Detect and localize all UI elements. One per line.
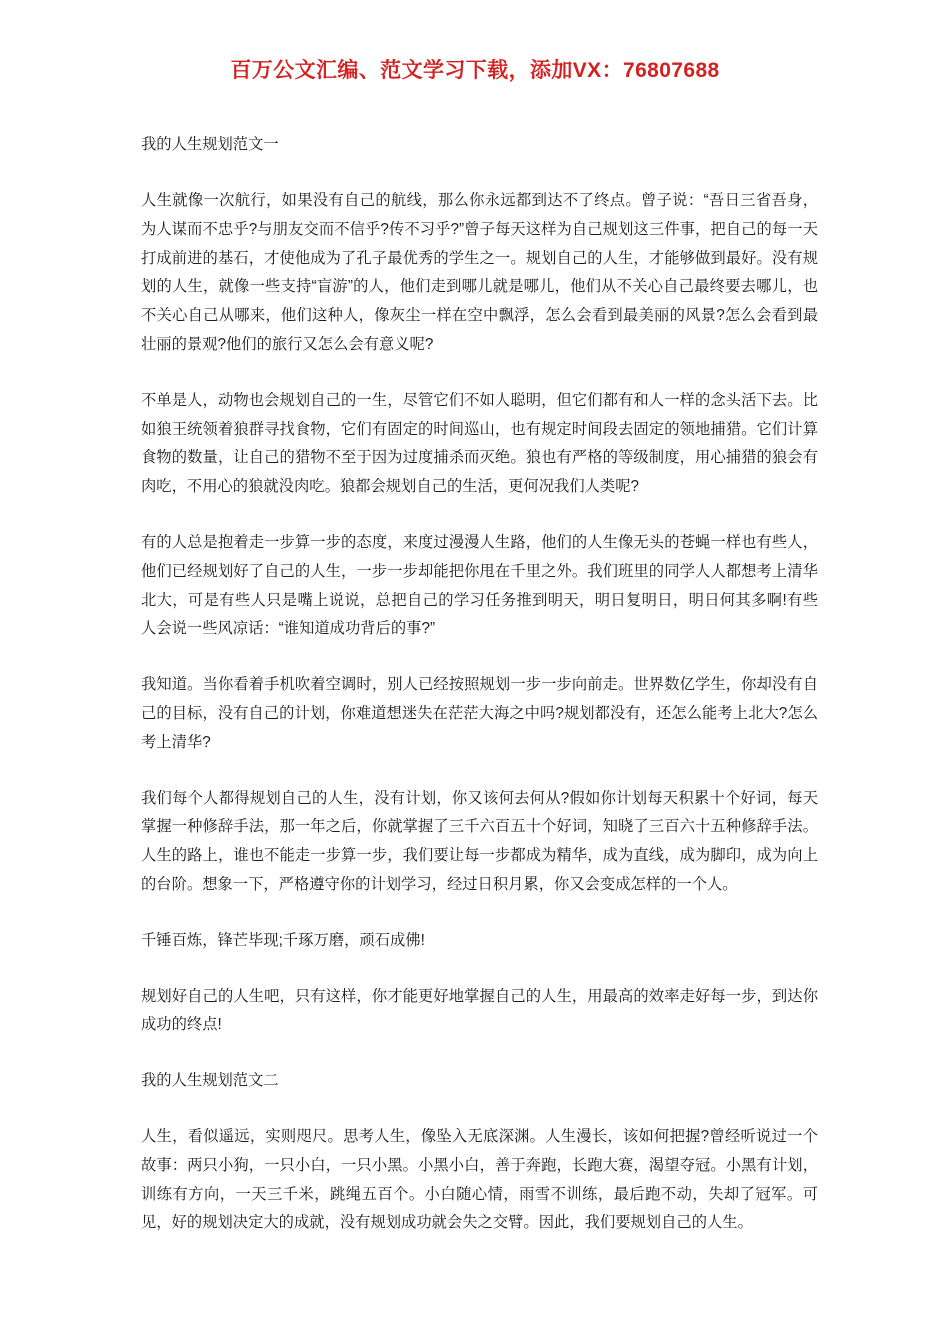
body-paragraph: 我知道。当你看着手机吹着空调时，别人已经按照规划一步一步向前走。世界数亿学生，你却没有自己的目标，没有自己的计划，你难道想迷失在茫茫大海之中吗?规划都没有，还怎么能考上北大?怎么考上清华? — [141, 676, 818, 751]
body-paragraph: 规划好自己的人生吧，只有这样，你才能更好地掌握自己的人生，用最高的效率走好每一步，到达你成功的终点! — [141, 987, 818, 1034]
body-paragraph: 人生就像一次航行，如果没有自己的航线，那么你永远都到达不了终点。曾子说：“吾日三省吾身，为人谋而不忠乎?与朋友交而不信乎?传不习乎?”曾子每天这样为自己规划这三件事，把自己的每一天打成前进的基石，才使他成为了孔子最优秀的学生之一。规划自己的人生，才能够做到最好。没有规划的人生，就像一些支持“盲游”的人，他们走到哪儿就是哪儿，他们从不关心自己最终要去哪儿，也不关心自己从哪来，他们这种人，像灰尘一样在空中飘浮，怎么会看到最美丽的风景?怎么会看到最壮丽的景观?他们的旅行又怎么会有意义呢? — [141, 192, 818, 354]
promo-banner-text: 百万公文汇编、范文学习下载，添加VX：76807688 — [230, 59, 720, 82]
section-heading: 我的人生规划范文一 — [141, 136, 279, 154]
body-paragraph: 我们每个人都得规划自己的人生，没有计划，你又该何去何从?假如你计划每天积累十个好词，每天掌握一种修辞手法，那一年之后，你就掌握了三千六百五十个好词，知晓了三百六十五种修辞手法。人生的路上，谁也不能走一步算一步，我们要让每一步都成为精华，成为直线，成为脚印，成为向上的台阶。想象一下，严格遵守你的计划学习，经过日积月累，你又会变成怎样的一个人。 — [141, 789, 818, 893]
document-body — [0, 84, 950, 1238]
body-paragraph: 不单是人，动物也会规划自己的一生，尽管它们不如人聪明，但它们都有和人一样的念头活下去。比如狼王统领着狼群寻找食物，它们有固定的时间巡山，也有规定时间段去固定的领地捕猎。它们计算食物的数量，让自己的猎物不至于因为过度捕杀而灭绝。狼也有严格的等级制度，用心捕猎的狼会有肉吃，不用心的狼就没肉吃。狼都会规划自己的生活，更何况我们人类呢? — [141, 391, 818, 496]
section-heading: 我的人生规划范文二 — [141, 1072, 279, 1090]
body-paragraph: 有的人总是抱着走一步算一步的态度，来度过漫漫人生路，他们的人生像无头的苍蝇一样也有些人，他们已经规划好了自己的人生，一步一步却能把你甩在千里之外。我们班里的同学人人都想考上清华北大，可是有些人只是嘴上说说，总把自己的学习任务推到明天，明日复明日，明日何其多啊!有些人会说一些风凉话：“谁知道成功背后的事?” — [141, 534, 818, 638]
promo-banner — [0, 0, 950, 84]
body-paragraph: 人生，看似遥远，实则咫尺。思考人生，像坠入无底深渊。人生漫长，该如何把握?曾经听说过一个故事：两只小狗，一只小白，一只小黑。小黑小白，善于奔跑，长跑大赛，渴望夺冠。小黑有计划，训练有方向，一天三千米，跳绳五百个。小白随心情，雨雪不训练，最后跑不动，失却了冠军。可见，好的规划决定大的成就，没有规划成功就会失之交臂。因此，我们要规划自己的人生。 — [141, 1127, 818, 1232]
body-paragraph: 千锤百炼，锋芒毕现;千琢万磨，顽石成佛! — [141, 931, 425, 949]
